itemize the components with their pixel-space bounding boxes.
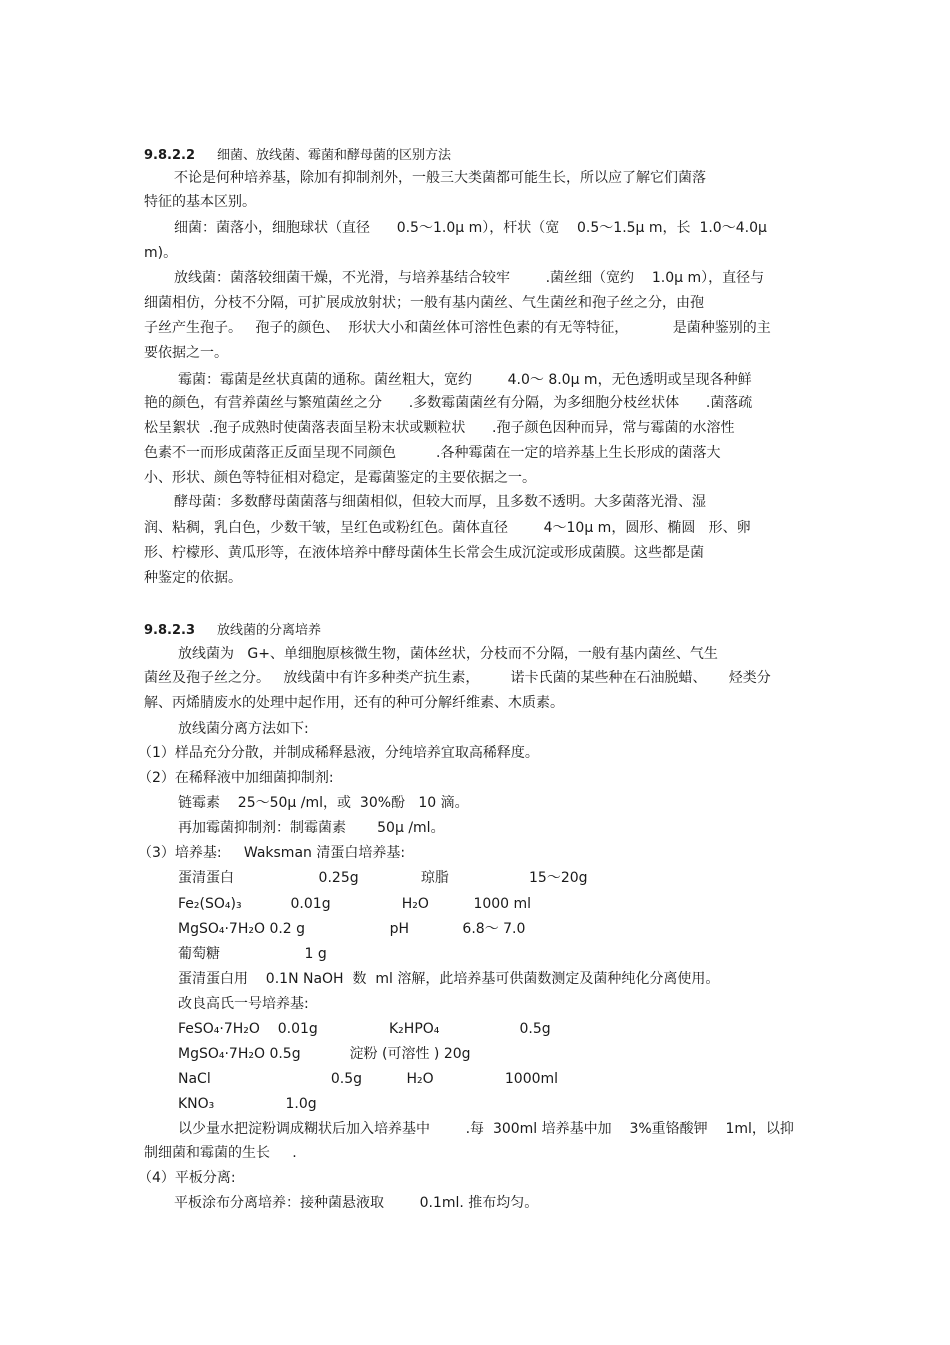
paragraph-line: 菌丝及孢子丝之分。 放线菌中有许多种类产抗生素， 诺卡氏菌的某些种在石油脱蜡、 烃类分 bbox=[144, 670, 771, 686]
paragraph-line: 制细菌和霉菌的生长 . bbox=[144, 1145, 297, 1161]
medium-row: FeSO₄·7H₂O 0.01g K₂HPO₄ 0.5g bbox=[178, 1021, 551, 1037]
paragraph-line: 细菌相仿，分枝不分隔，可扩展成放射状；一般有基内菌丝、气生菌丝和孢子丝之分，由孢 bbox=[144, 295, 704, 311]
paragraph-line: 解、丙烯腈废水的处理中起作用，还有的种可分解纤维素、木质素。 bbox=[144, 695, 564, 711]
paragraph-line: 以少量水把淀粉调成糊状后加入培养基中 .每 300ml 培养基中加 3%重铬酸钾 1ml，以抑 bbox=[178, 1121, 794, 1137]
paragraph-line: 艳的颜色，有营养菌丝与繁殖菌丝之分 .多数霉菌菌丝有分隔，为多细胞分枝丝状体 .菌落疏 bbox=[144, 395, 753, 411]
paragraph-line: 霉菌：霉菌是丝状真菌的通称。菌丝粗大，宽约 4.0～ 8.0μ m，无色透明或呈现各种鲜 bbox=[178, 372, 752, 388]
paragraph-line: 润、粘稠，乳白色，少数干皱，呈红色或粉红色。菌体直径 4～10μ m，圆形、椭圆 形、卵 bbox=[144, 520, 751, 536]
paragraph-line: 松呈絮状 .孢子成熟时使菌落表面呈粉末状或颗粒状 .孢子颜色因种而异，常与霉菌的水溶性 bbox=[144, 420, 735, 436]
medium-row: 葡萄糖 1 g bbox=[178, 946, 327, 962]
section-title: 放线菌的分离培养 bbox=[217, 623, 322, 638]
section-heading-9-8-2-2 bbox=[144, 148, 451, 164]
medium-row: NaCl 0.5g H₂O 1000ml bbox=[178, 1071, 559, 1087]
paragraph-line: 放线菌：菌落较细菌干燥，不光滑，与培养基结合较牢 .菌丝细（宽约 1.0μ m），直径与 bbox=[174, 270, 765, 286]
paragraph-line: 不论是何种培养基，除加有抑制剂外，一般三大类菌都可能生长，所以应了解它们菌落 bbox=[174, 170, 706, 186]
list-item: （1）样品充分分散，并制成稀释悬液，分纯培养宜取高稀释度。 bbox=[138, 745, 539, 761]
paragraph-line: 形、柠檬形、黄瓜形等，在液体培养中酵母菌体生长常会生成沉淀或形成菌膜。这些都是菌 bbox=[144, 545, 704, 561]
paragraph-line: m)。 bbox=[144, 245, 178, 261]
paragraph-line: 蛋清蛋白用 0.1N NaOH 数 ml 溶解，此培养基可供菌数测定及菌种纯化分离使用。 bbox=[178, 971, 720, 987]
medium-row: Fe₂(SO₄)₃ 0.01g H₂O 1000 ml bbox=[178, 896, 532, 912]
medium-row: MgSO₄·7H₂O 0.2 g pH 6.8～ 7.0 bbox=[178, 921, 526, 937]
paragraph-line: 种鉴定的依据。 bbox=[144, 570, 242, 586]
medium-row: 蛋清蛋白 0.25g 琼脂 15～20g bbox=[178, 870, 588, 886]
medium-row: MgSO₄·7H₂O 0.5g 淀粉 (可溶性 ) 20g bbox=[178, 1046, 471, 1062]
list-item: （3）培养基: Waksman 清蛋白培养基: bbox=[138, 845, 406, 861]
paragraph-line: 链霉素 25～50μ /ml，或 30%酚 10 滴。 bbox=[178, 795, 469, 811]
section-number: 9.8.2.2 bbox=[144, 148, 195, 163]
paragraph-line: 平板涂布分离培养：接种菌悬液取 0.1ml. 推布均匀。 bbox=[174, 1195, 539, 1211]
paragraph-line: 色素不一而形成菌落正反面呈现不同颜色 .各种霉菌在一定的培养基上生长形成的菌落大 bbox=[144, 445, 721, 461]
paragraph-line: 细菌：菌落小，细胞球状（直径 0.5～1.0μ m），杆状（宽 0.5～1.5μ m，长 1.0～4.0μ bbox=[174, 220, 767, 236]
list-item: （4）平板分离: bbox=[138, 1170, 236, 1186]
paragraph-line: 酵母菌：多数酵母菌菌落与细菌相似，但较大而厚，且多数不透明。大多菌落光滑、湿 bbox=[174, 494, 706, 510]
list-item: （2）在稀释液中加细菌抑制剂: bbox=[138, 770, 334, 786]
paragraph-line: 放线菌分离方法如下: bbox=[178, 721, 309, 737]
medium-row: KNO₃ 1.0g bbox=[178, 1096, 317, 1112]
paragraph-line: 子丝产生孢子。 孢子的颜色、 形状大小和菌丝体可溶性色素的有无等特征， 是菌种鉴别的主 bbox=[144, 320, 771, 336]
paragraph-line: 要依据之一。 bbox=[144, 345, 228, 361]
paragraph-line: 再加霉菌抑制剂：制霉菌素 50μ /ml。 bbox=[178, 820, 445, 836]
paragraph-line: 小、形状、颜色等特征相对稳定，是霉菌鉴定的主要依据之一。 bbox=[144, 470, 536, 486]
paragraph-line: 改良高氏一号培养基: bbox=[178, 996, 309, 1012]
paragraph-line: 特征的基本区别。 bbox=[144, 194, 256, 210]
section-title: 细菌、放线菌、霉菌和酵母菌的区别方法 bbox=[217, 148, 452, 163]
section-number: 9.8.2.3 bbox=[144, 623, 195, 638]
section-heading-9-8-2-3 bbox=[144, 623, 321, 639]
paragraph-line: 放线菌为 G+、单细胞原核微生物，菌体丝状，分枝而不分隔，一般有基内菌丝、气生 bbox=[178, 646, 718, 662]
